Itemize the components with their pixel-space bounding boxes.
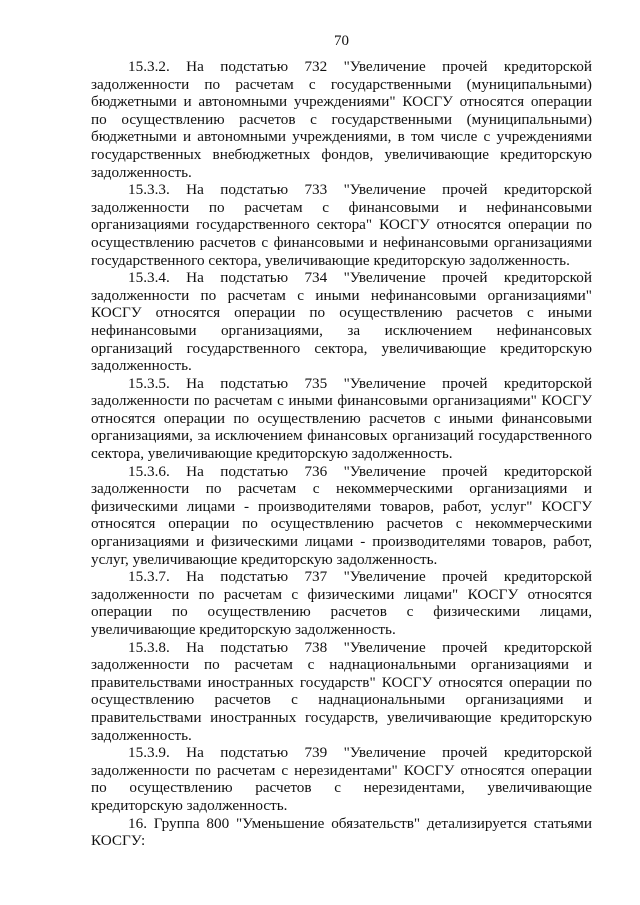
paragraph-15-3-2: 15.3.2. На подстатью 732 "Увеличение прочей кредиторской задолженности по расчетам с государственными (муниципальными) бюджетными и автономными учреждениями" КОСГУ относятся операции по осуществлению расчетов с государственными (муниципальными) бюджетными и автономными учреждениями, в том числе с учреждениями государственных внебюджетных фондов, увеличивающие кредиторскую задолженность. [91, 58, 592, 181]
paragraph-15-3-7: 15.3.7. На подстатью 737 "Увеличение прочей кредиторской задолженности по расчетам с физическими лицами" КОСГУ относятся операции по осуществлению расчетов с физическими лицами, увеличивающие кредиторскую задолженность. [91, 568, 592, 638]
paragraph-15-3-4: 15.3.4. На подстатью 734 "Увеличение прочей кредиторской задолженности по расчетам с иными нефинансовыми организациями" КОСГУ относятся операции по осуществлению расчетов с иными нефинансовыми организациями, за исключением нефинансовых организаций государственного сектора, увеличивающие кредиторскую задолженность. [91, 269, 592, 375]
paragraph-16: 16. Группа 800 "Уменьшение обязательств" детализируется статьями КОСГУ: [91, 814, 592, 850]
page-number: 70 [334, 33, 349, 49]
paragraph-15-3-9: 15.3.9. На подстатью 739 "Увеличение прочей кредиторской задолженности по расчетам с нерезидентами" КОСГУ относятся операции по осуществлению расчетов с нерезидентами, увеличивающие кредиторскую задолженность. [91, 744, 592, 814]
paragraph-15-3-6: 15.3.6. На подстатью 736 "Увеличение прочей кредиторской задолженности по расчетам с некоммерческими организациями и физическими лицами - производителями товаров, работ, услуг" КОСГУ относятся операции по осуществлению расчетов с некоммерческими организациями и физическими лицами - производителями товаров, работ, услуг, увеличивающие кредиторскую задолженность. [91, 462, 592, 568]
paragraph-15-3-5: 15.3.5. На подстатью 735 "Увеличение прочей кредиторской задолженности по расчетам с иными финансовыми организациями" КОСГУ относятся операции по осуществлению расчетов с иными финансовыми организациями, за исключением финансовых организаций государственного сектора, увеличивающие кредиторскую задолженность. [91, 374, 592, 463]
paragraph-15-3-8: 15.3.8. На подстатью 738 "Увеличение прочей кредиторской задолженности по расчетам с наднациональными организациями и правительствами иностранных государств" КОСГУ относятся операции по осуществлению расчетов с наднациональными организациями и правительствами иностранных государств, увеличивающие кредиторскую задолженность. [91, 638, 592, 744]
paragraph-15-3-3: 15.3.3. На подстатью 733 "Увеличение прочей кредиторской задолженности по расчетам с финансовыми и нефинансовыми организациями государственного сектора" КОСГУ относятся операции по осуществлению расчетов с финансовыми и нефинансовыми организациями государственного сектора, увеличивающие кредиторскую задолженность. [91, 181, 592, 269]
